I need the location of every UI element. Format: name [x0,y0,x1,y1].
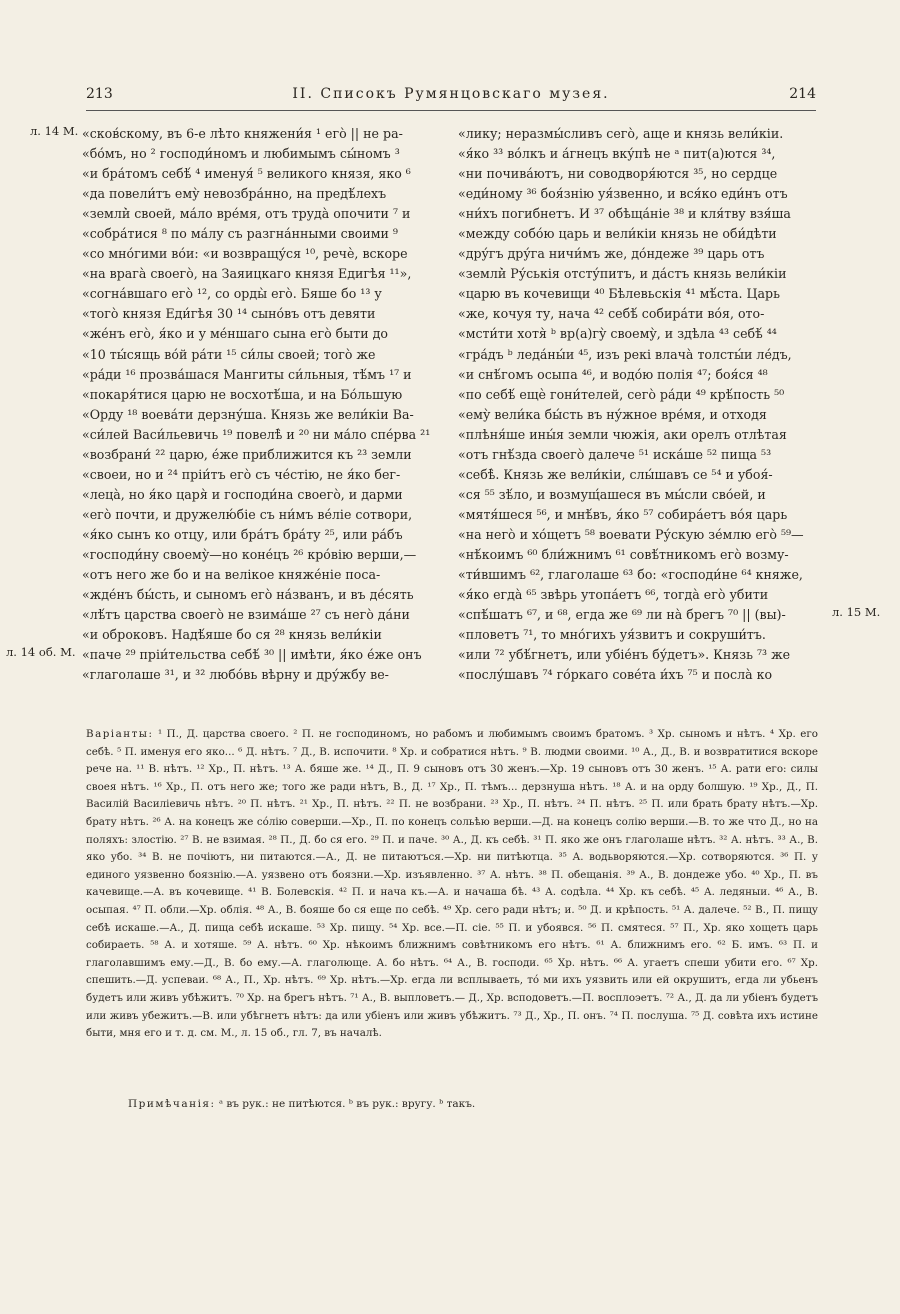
text-line: «нѣ́коимъ ⁶⁰ бли́жнимъ ⁶¹ совѣ́тникомъ его̀ возму- [458,546,789,562]
text-line: «я́ко егда̀ ⁶⁵ звѣрь утопа́етъ ⁶⁶, тогда̀ его̀ убити [458,587,769,603]
text-line: «пловетъ ⁷¹, то мно́гихъ уя́звитъ и сокруши́тъ. [458,627,766,643]
page-number-right: 214 [789,86,816,102]
text-line: «господи́ну своему̀—но коне́цъ ²⁶ кро́вію верши,— [82,546,417,562]
text-line: «возбрани́ ²² царю, е́же приближится къ ²³ земли [82,446,412,462]
text-column-right [458,124,820,685]
text-line: «да повели́тъ ему̀ невозбра́нно, на предѣ́лехъ [82,186,387,202]
text-line: «или ⁷² убѣ́гнетъ, или убіе́нъ бу́детъ». Князь ⁷³ же [458,647,791,663]
text-line: «ни почива́ютъ, ни соводворя́ются ³⁵, но сердце [458,166,778,182]
text-line: «ему̀ вели́ка бы́сть въ ну́жное вре́мя, и отходя [458,406,767,422]
text-line: «на него̀ и хо́щетъ ⁵⁸ воевати Ру́скую зе́млю его̀ ⁵⁹— [458,526,804,542]
text-line: «же́нъ его̀, я́ко и у ме́ншаго сына его̀ быти до [82,326,388,342]
text-line: «глаголаше ³¹, и ³² любо́вь вѣрну и дру́жбу ве- [82,667,389,683]
running-title: II. Списокъ Румянцовскаго музея. [292,86,610,102]
page-number-left: 213 [86,86,113,102]
text-line: «и бра́томъ себѣ́ ⁴ именуя́ ⁵ великого князя, яко ⁶ [82,166,411,182]
text-line: «леца̀, но я́ко царя̀ и господи́на своего̀, и дарми [82,486,403,502]
text-line: «ся ⁵⁵ зѣ́ло, и возмущ́ашеся въ мы́сли сво́ей, и [458,486,766,502]
variants-label: Варіанты: [86,728,154,740]
text-line: «того̀ князя Еди́гѣя 30 ¹⁴ сыно́въ отъ девяти [82,306,376,322]
text-line: «мсти́ти хотя̀ ᵇ вр(а)гу̀ своему̀, и здѣла ⁴³ себѣ́ ⁴⁴ [458,326,777,342]
text-line: «дру́гъ дру́га ничи́мъ же, до́ндеже ³⁹ царь отъ [458,246,765,262]
text-line: «Орду ¹⁸ воева́ти дерзну́ша. Князь же вели́кіи Ва- [82,406,414,422]
page-header [86,86,816,108]
text-line: «я́ко ³³ во́лкъ и а́гнецъ вку́пѣ не ᵃ пит(а)ются ³⁴, [458,146,776,162]
margin-note-l14m: л. 14 М. [30,124,79,138]
text-line: «я́ко сынъ ко отцу, или бра́тъ бра́ту ²⁵, или ра́бъ [82,526,403,542]
notes-label: Примѣчанія: [128,1098,216,1110]
text-line: «согна́вшаго его̀ ¹², со орды̀ его̀. Бяше бо ¹³ у [82,286,382,302]
header-rule [86,110,816,111]
text-line: «паче ²⁹ пріи́тельства себѣ́ ³⁰ || имѣти, я́ко е́же онъ [82,647,422,663]
text-line: «себѣ̀. Князь же вели́кіи, слы́шавъ се ⁵⁴ и убоя́- [458,466,773,482]
text-line: «спѣ́шатъ ⁶⁷, и ⁶⁸, егда же ⁶⁹ ли на̀ брегъ ⁷⁰ || (вы)- [458,607,786,623]
variants-apparatus [86,726,818,1043]
text-line: «своеи, но и ²⁴ пріи́тъ его̀ съ че́стію, не я́ко бег- [82,466,401,482]
text-line: «плѣня́ше ины́я земли чюжія, аки орелъ отлѣтая [458,426,787,442]
text-line: «же, кочуя ту, нача ⁴² себѣ́ собира́ти во́я, ото- [458,306,765,322]
text-line: «ти́вшимъ ⁶², глаголаше ⁶³ бо: «господи́не ⁶⁴ княже, [458,567,803,583]
text-line: «сков́скому, въ 6-е лѣто княжени́я ¹ его̀ || не ра- [82,126,403,141]
text-line: «со мно́гими во́и: «и возвращу́ся ¹⁰, речѐ, вскоре [82,246,408,262]
text-line: «земли̇̀ своей, ма́ло вре́мя, отъ труда̀ опочити ⁷ и [82,206,411,222]
text-line: «гра́дъ ᵇ леда́ны́и ⁴⁵, изъ рекі влача̀ толсты́и ле́дъ, [458,346,792,362]
text-line: «лику; неразмы́сливъ сего̀, аще и князь вели́кіи. [458,126,784,141]
text-line: «ра́ди ¹⁶ прозва́шася Мангиты си́льныя, тѣ́мъ ¹⁷ и [82,366,412,382]
text-line: «собра́тися ⁸ по ма́лу съ разгна́нными своими ⁹ [82,226,398,242]
text-line: «земли̇̀ Ру́ськія отсту́питъ, и да́стъ князь вели́кіи [458,266,787,282]
text-line: «ни́хъ погибнетъ. И ³⁷ обѣща́ніе ³⁸ и кля́тву взя́ша [458,206,791,222]
text-line: «царю въ кочевищи ⁴⁰ Бѣлевьскія ⁴¹ мѣ́ста. Царь [458,286,780,302]
margin-note-l14ob: л. 14 об. М. [6,645,76,659]
text-line: «на врага̀ своего̀, на Заяицкаго князя Едигѣя ¹¹», [82,266,412,282]
text-line: «еди́ному ³⁶ боя́знію уя́звенно, и вся́ко еди́нъ отъ [458,186,788,202]
notes-section [128,1098,818,1110]
text-line: «жде́нъ бы́сть, и сыномъ его̀ на́званъ, и въ де́сять [82,587,414,603]
text-line: «лѣ́тъ царства своего̀ не взима́ше ²⁷ съ него̀ да́ни [82,607,410,623]
text-line: «между собо́ю царь и вели́кіи князь не оби́дѣти [458,226,777,242]
text-line: «отъ гнѣ́зда своего̀ далече ⁵¹ иска́ше ⁵² пища ⁵³ [458,446,772,462]
text-line: «мятя́шеся ⁵⁶, и мнѣ́въ, я́ко ⁵⁷ собира́етъ во́я царь [458,506,788,522]
text-line: «си́лей Васи́льевичь ¹⁹ повелѣ̀ и ²⁰ ни ма́ло спе́рва ²¹ [82,426,431,442]
text-line: «его̀ почти, и дружелю́біе съ ни́мъ ве́лie сотвори, [82,506,413,522]
text-line: «и оброковъ. Надѣ́яше бо ся ²⁸ князь вели́кіи [82,627,382,643]
text-line: «покаря́тися царю не восхотѣ́ша, и на Бо́льшую [82,386,403,402]
text-line: «10 ты́сящь во́й ра́ти ¹⁵ си́лы своей; того̀ же [82,346,376,362]
notes-text: ᵃ въ рук.: не питѣются. ᵇ въ рук.: вругу. ᵇ такъ. [218,1098,476,1110]
text-line: «и снѣ́гомъ осыпа ⁴⁶, и водо́ю полія ⁴⁷; боя́ся ⁴⁸ [458,366,768,382]
text-column-left [82,124,450,685]
text-line: «послу́шавъ ⁷⁴ го́ркаго сове́та и́хъ ⁷⁵ и посла̀ ко [458,667,773,683]
text-line: «отъ него же бо и на велікое княже́ніе поса- [82,567,381,583]
margin-note-l15m: л. 15 М. [832,605,881,619]
text-line: «бо́мъ, но ² господи́номъ и любимымъ сы́номъ ³ [82,146,400,162]
variants-text: ¹ П., Д. царства своего. ² П. не господиномъ, но рабомъ и любимымъ своимъ братомъ. ³ Хр. сыномъ и нѣтъ. ⁴ Хр. его себѣ. ⁵ П. именуя его яко... ⁶ Д. нѣтъ. ⁷ Д., В. испочити. ⁸ Хр. и собратися нѣтъ. ⁹ В. людми своими. ¹⁰ А., Д., В. и возвратитися вскоре рече на. ¹¹ В. нѣтъ. ¹² Хр., П. нѣтъ. ¹³ А. бяше же. ¹⁴ Д., П. 9 сыновъ отъ 30 женъ.—Хр. 19 сыновъ отъ 30 женъ. ¹⁵ А. рати его: силы своея нѣтъ. ¹⁶ Хр., П. отъ него же; того же ради нѣтъ, В., Д. ¹⁷ Хр., П. тѣмъ... дерзнуша нѣтъ. ¹⁸ А. и на орду болшую. ¹⁹ Хр., Д., П. Василій Василіевичь нѣтъ. ²⁰ П. нѣтъ. ²¹ Хр., П. нѣтъ. ²² П. не возбрани. ²³ Хр., П. нѣтъ. ²⁴ П. нѣтъ. ²⁵ П. или брать брату нѣтъ.—Хр. брату нѣтъ. ²⁶ А. на конецъ же со́лію соверши.—Хр., П. по конецъ сольѣю верши.—Д. на конецъ солію верши.—В. то же что Д., но на поляхъ: злостію. ²⁷ В. не взимая. ²⁸ П., Д. бо ся его. ²⁹ П. и паче. ³⁰ А., Д. къ себѣ. ³¹ П. яко же онъ глаголаше нѣтъ. ³² А. нѣтъ. ³³ А., В. яко убо. ³⁴ В. не почіютъ, ни питаются.—А., Д. не питаютъся.—Хр. ни питѣютца. ³⁵ А. водьворяются.—Хр. сотворяются. ³⁶ П. у единого уязвенно боязнію.—А. уязвено отъ боязни.—Хр. изъявленно. ³⁷ А. нѣтъ. ³⁸ П. обещанія. ³⁹ А., В. дондеже убо. ⁴⁰ Хр., П. въ качевище.—А. въ кочевище. ⁴¹ В. Болевскія. ⁴² П. и нача къ.—А. и начаша бѣ. ⁴³ А. содѣла. ⁴⁴ Хр. къ себѣ. ⁴⁵ А. ледяныи. ⁴⁶ А., В. осыпая. ⁴⁷ П. обли.—Хр. облія. ⁴⁸ А., В. бояше бо ся еще по себѣ. ⁴⁹ Хр. сего ради нѣтъ; и. ⁵⁰ Д. и крѣпость. ⁵¹ А. далече. ⁵² В., П. пищу себѣ искаше.—А., Д. пища себѣ искаше. ⁵³ Хр. пищу. ⁵⁴ Хр. все.—П. сіе. ⁵⁵ П. и убоявся. ⁵⁶ П. смятеся. ⁵⁷ П., Хр. яко хощеть царь собираеть. ⁵⁸ А. и хотяше. ⁵⁹ А. нѣтъ. ⁶⁰ Хр. нѣкоимъ ближнимъ совѣтникомъ его нѣтъ. ⁶¹ А. ближнимъ его. ⁶² Б. имъ. ⁶³ П. и глаголавшимъ ему.—Д., В. бо ему.—А. глаголюще. А. бо нѣтъ. ⁶⁴ А., В. господи. ⁶⁵ Хр. нѣтъ. ⁶⁶ А. угаетъ спеши убити его. ⁶⁷ Хр. спешить.—Д. успеваи. ⁶⁸ А., П., Хр. нѣтъ. ⁶⁹ Хр. нѣтъ.—Хр. егда ли всплываеть, то́ ми ихъ уязвить или ей окрушитъ, егда ли убьенъ будетъ или живъ убѣжитъ. ⁷⁰ Хр. на брегъ нѣтъ. ⁷¹ А., В. выпловетъ.— Д., Хр. всподоветъ.—П. восплоэетъ. ⁷² А., Д. да ли убіенъ будетъ или живъ убежитъ.—В. или убѣгнетъ нѣтъ: да или убіенъ или живъ убѣжитъ. ⁷³ Д., Хр., П. онъ. ⁷⁴ П. послуша. ⁷⁵ Д. совѣта ихъ истине быти, мня его и т. д. см. М., л. 15 об., гл. 7, въ началѣ. [86,728,818,1040]
text-line: «по себѣ́ ещѐ гони́телей, сего̀ ра́ди ⁴⁹ крѣ́пость ⁵⁰ [458,386,785,402]
